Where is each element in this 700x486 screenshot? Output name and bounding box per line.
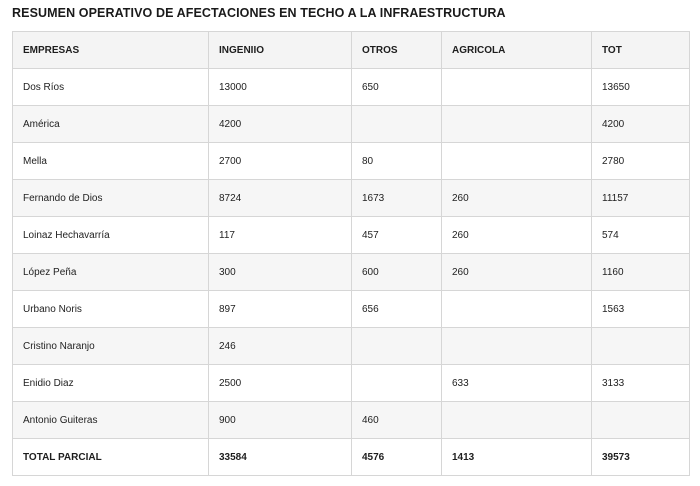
total-row xyxy=(13,439,690,476)
cell-tot: 1160 xyxy=(592,254,690,291)
cell-tot: 1563 xyxy=(592,291,690,328)
total-ingenio: 33584 xyxy=(209,439,352,476)
cell-tot: 4200 xyxy=(592,106,690,143)
total-label: TOTAL PARCIAL xyxy=(13,439,209,476)
cell-empresa: Loinaz Hechavarría xyxy=(13,217,209,254)
cell-otros: 600 xyxy=(352,254,442,291)
cell-agricola xyxy=(442,402,592,439)
cell-otros xyxy=(352,365,442,402)
total-otros: 4576 xyxy=(352,439,442,476)
cell-tot xyxy=(592,402,690,439)
header-agricola: AGRICOLA xyxy=(442,32,592,69)
header-empresas: EMPRESAS xyxy=(13,32,209,69)
cell-ingenio: 300 xyxy=(209,254,352,291)
header-tot: TOT xyxy=(592,32,690,69)
table-row xyxy=(13,328,690,365)
cell-empresa: Mella xyxy=(13,143,209,180)
cell-ingenio: 13000 xyxy=(209,69,352,106)
cell-ingenio: 4200 xyxy=(209,106,352,143)
cell-tot: 3133 xyxy=(592,365,690,402)
table-row xyxy=(13,291,690,328)
cell-ingenio: 900 xyxy=(209,402,352,439)
summary-table xyxy=(12,31,690,476)
cell-empresa: América xyxy=(13,106,209,143)
cell-agricola: 260 xyxy=(442,217,592,254)
cell-agricola: 260 xyxy=(442,180,592,217)
cell-tot: 13650 xyxy=(592,69,690,106)
cell-otros: 650 xyxy=(352,69,442,106)
table-row xyxy=(13,180,690,217)
cell-ingenio: 117 xyxy=(209,217,352,254)
page-title: RESUMEN OPERATIVO DE AFECTACIONES EN TECHO A LA INFRAESTRUCTURA xyxy=(12,6,506,20)
table-row xyxy=(13,402,690,439)
cell-otros: 656 xyxy=(352,291,442,328)
table-row xyxy=(13,217,690,254)
cell-otros: 80 xyxy=(352,143,442,180)
cell-tot xyxy=(592,328,690,365)
cell-agricola xyxy=(442,106,592,143)
cell-ingenio: 897 xyxy=(209,291,352,328)
cell-tot: 2780 xyxy=(592,143,690,180)
table-header-row xyxy=(13,32,690,69)
cell-empresa: López Peña xyxy=(13,254,209,291)
header-otros: OTROS xyxy=(352,32,442,69)
cell-otros xyxy=(352,328,442,365)
table-row xyxy=(13,254,690,291)
cell-empresa: Enidio Diaz xyxy=(13,365,209,402)
header-ingenio: INGENIIO xyxy=(209,32,352,69)
cell-agricola: 260 xyxy=(442,254,592,291)
total-agricola: 1413 xyxy=(442,439,592,476)
cell-agricola xyxy=(442,291,592,328)
table-row xyxy=(13,143,690,180)
cell-otros: 457 xyxy=(352,217,442,254)
cell-agricola xyxy=(442,69,592,106)
cell-empresa: Fernando de Dios xyxy=(13,180,209,217)
cell-ingenio: 2500 xyxy=(209,365,352,402)
table-row xyxy=(13,106,690,143)
cell-agricola: 633 xyxy=(442,365,592,402)
cell-tot: 574 xyxy=(592,217,690,254)
cell-otros: 460 xyxy=(352,402,442,439)
cell-ingenio: 8724 xyxy=(209,180,352,217)
cell-empresa: Dos Ríos xyxy=(13,69,209,106)
cell-empresa: Cristino Naranjo xyxy=(13,328,209,365)
cell-agricola xyxy=(442,328,592,365)
cell-empresa: Antonio Guiteras xyxy=(13,402,209,439)
cell-ingenio: 246 xyxy=(209,328,352,365)
cell-ingenio: 2700 xyxy=(209,143,352,180)
table-row xyxy=(13,365,690,402)
table-row xyxy=(13,69,690,106)
cell-otros: 1673 xyxy=(352,180,442,217)
cell-tot: 11157 xyxy=(592,180,690,217)
cell-otros xyxy=(352,106,442,143)
cell-empresa: Urbano Noris xyxy=(13,291,209,328)
total-tot: 39573 xyxy=(592,439,690,476)
cell-agricola xyxy=(442,143,592,180)
